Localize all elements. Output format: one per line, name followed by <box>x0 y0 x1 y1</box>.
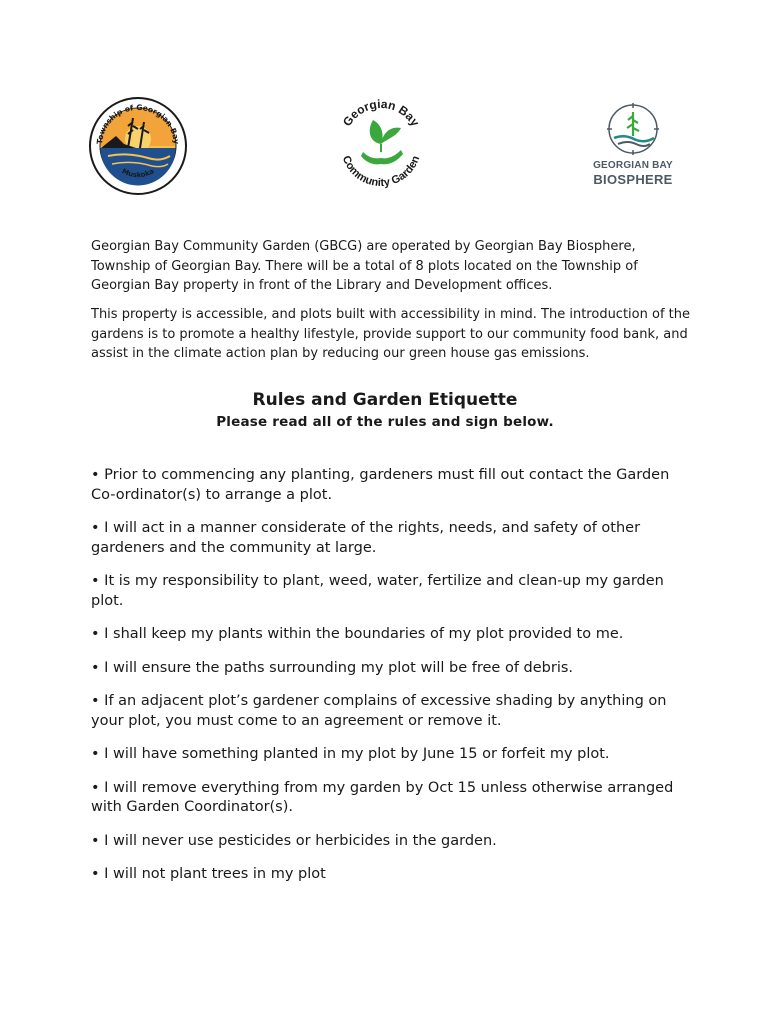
intro-paragraph-accessibility: This property is accessible, and plots built with accessibility in mind. The introduction of the gardens is to promote a healthy lifestyle, provide support to our community food bank, and assist in the climate action plan by reducing our green house gas emissions. <box>91 307 690 361</box>
rule-item: • I will remove everything from my garden by Oct 15 unless otherwise arranged with Garden Coordinator(s). <box>91 779 691 818</box>
rule-item: • I will not plant trees in my plot <box>91 865 691 885</box>
rule-item: • It is my responsibility to plant, weed, water, fertilize and clean-up my garden plot. <box>91 572 691 611</box>
logo-row <box>0 80 770 200</box>
township-seal <box>88 96 188 196</box>
rules-subtitle: Please read all of the rules and sign below. <box>216 414 554 430</box>
rules-title: Rules and Garden Etiquette <box>252 390 518 410</box>
community-garden-logo <box>325 88 437 200</box>
biosphere-emblem <box>588 102 678 160</box>
garden-arc-bottom: Community Garden <box>339 154 423 190</box>
biosphere-logo <box>588 102 678 196</box>
community-garden-seal <box>325 88 437 200</box>
rules-list <box>91 466 691 899</box>
rule-item: • I will ensure the paths surrounding my plot will be free of debris. <box>91 659 691 679</box>
rule-item: • I will never use pesticides or herbicides in the garden. <box>91 832 691 852</box>
rule-item: • I will have something planted in my plot by June 15 or forfeit my plot. <box>91 745 691 765</box>
garden-arc-top: Georgian Bay <box>339 96 423 129</box>
rule-item: • I will act in a manner considerate of the rights, needs, and safety of other gardeners and the community at large. <box>91 519 691 558</box>
rule-item: • I shall keep my plants within the boundaries of my plot provided to me. <box>91 625 691 645</box>
hand-icon <box>361 150 403 164</box>
leaf-icon <box>370 120 383 144</box>
township-ring-bottom: Muskoka <box>120 167 156 180</box>
rule-item: • If an adjacent plot’s gardener complains of excessive shading by anything on your plot, you must come to an agreement or remove it. <box>91 692 691 731</box>
rule-item: • Prior to commencing any planting, gardeners must fill out contact the Garden Co-ordinator(s) to arrange a plot. <box>91 466 691 505</box>
township-logo <box>88 96 188 196</box>
biosphere-name-line1: GEORGIAN BAY <box>593 160 673 171</box>
biosphere-name-line2: BIOSPHERE <box>593 172 673 187</box>
township-ring-top: Township of Georgian Bay <box>95 102 182 145</box>
intro-paragraph-operators: Georgian Bay Community Garden (GBCG) are operated by Georgian Bay Biosphere, Township of Georgian Bay. There will be a total of 8 plots located on the Township of Georgian Bay property in front of the Library and Development offices. <box>91 239 638 293</box>
